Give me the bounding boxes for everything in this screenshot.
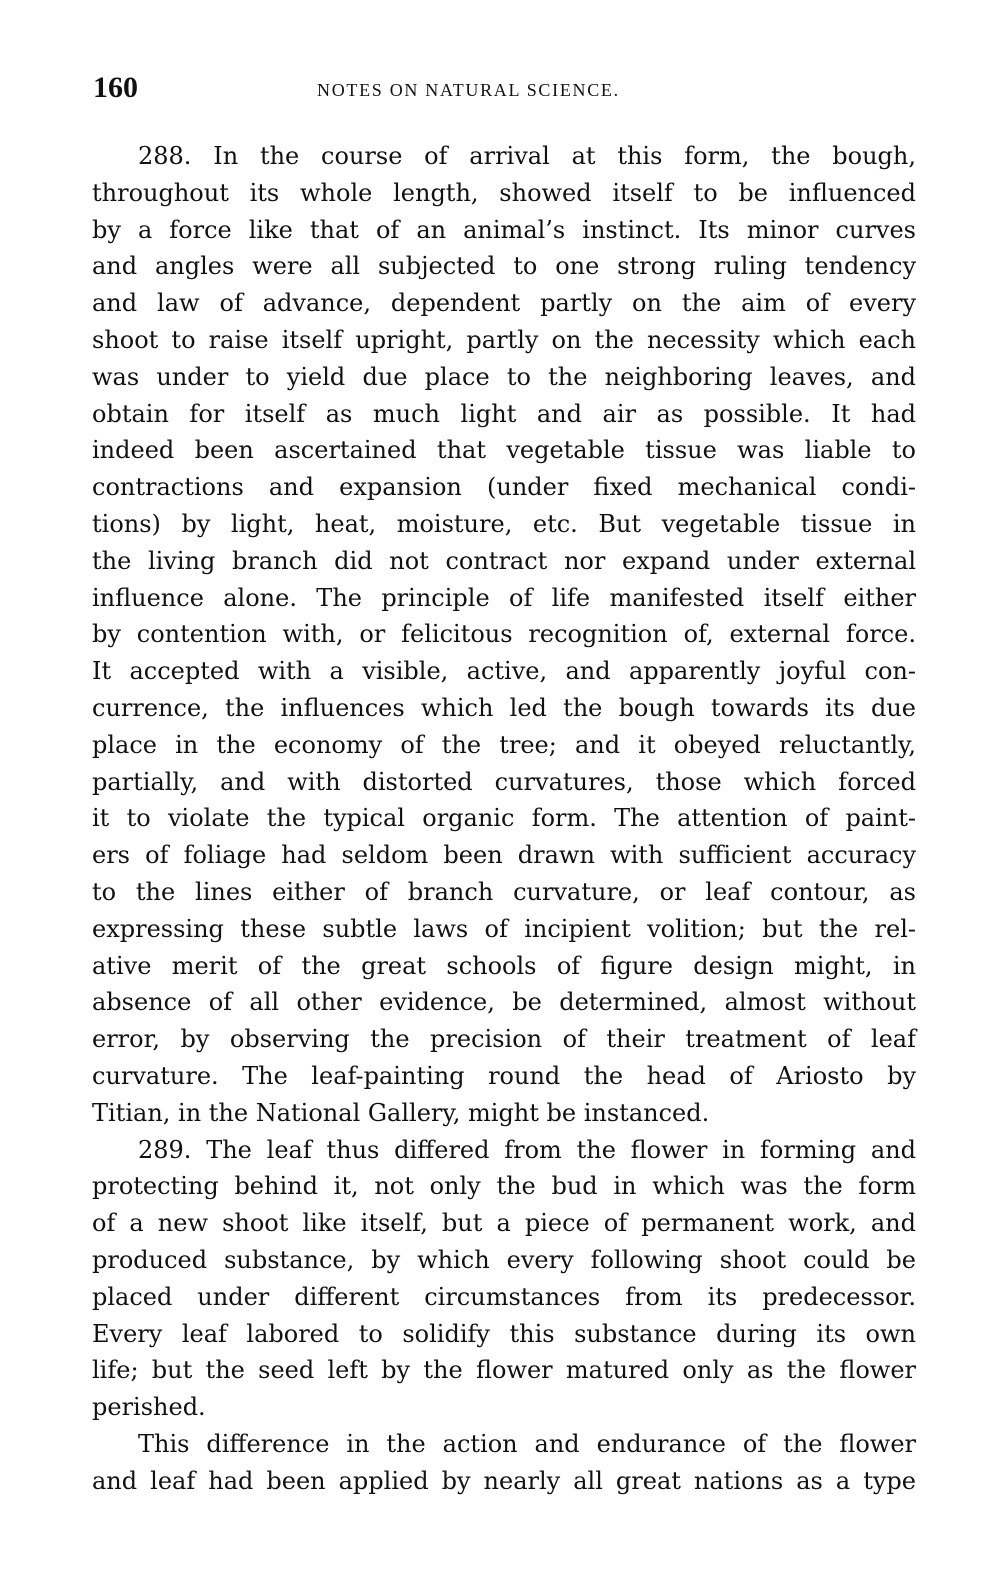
- text-line: 288. In the course of arrival at this form, the bough,: [138, 142, 916, 170]
- text-line: This difference in the action and endurance of the flower: [138, 1429, 916, 1458]
- text-line: the living branch did not contract nor expand under external: [92, 546, 916, 575]
- text-line: tions) by light, heat, moisture, etc. But vegetable tissue in: [92, 509, 916, 538]
- text-line: placed under different circumstances from its predecessor.: [92, 1282, 916, 1311]
- text-line: by a force like that of an animal’s instinct. Its minor curves: [92, 215, 916, 244]
- text-line: Every leaf labored to solidify this substance during its own: [92, 1319, 916, 1348]
- text-line: of a new shoot like itself, but a piece of permanent work, and: [92, 1209, 916, 1238]
- text-line: was under to yield due place to the neighboring leaves, and: [92, 362, 916, 391]
- text-line: to the lines either of branch curvature, or leaf contour, as: [92, 877, 916, 906]
- text-line: and angles were all subjected to one strong ruling tendency: [92, 252, 916, 281]
- text-line: indeed been ascertained that vegetable tissue was liable to: [92, 436, 916, 465]
- text-line: expressing these subtle laws of incipient volition; but the rel-: [92, 914, 916, 943]
- text-line: obtain for itself as much light and air as possible. It had: [92, 399, 916, 428]
- paragraph-288: [92, 138, 916, 1132]
- running-head: [93, 68, 923, 108]
- text-line: and leaf had been applied by nearly all great nations as a type: [92, 1466, 916, 1495]
- text-line: place in the economy of the tree; and it obeyed reluctantly,: [92, 730, 916, 759]
- paragraph-continuation: [92, 1426, 916, 1500]
- text-line: curvature. The leaf-painting round the head of Ariosto by: [92, 1061, 916, 1090]
- text-line: absence of all other evidence, be determined, almost without: [92, 988, 916, 1017]
- text-line: ers of foliage had seldom been drawn with sufficient accuracy: [92, 841, 916, 870]
- text-line: error, by observing the precision of their treatment of leaf: [92, 1025, 916, 1054]
- text-line: life; but the seed left by the flower matured only as the flower: [92, 1356, 916, 1385]
- text-line: throughout its whole length, showed itself to be influenced: [92, 178, 916, 207]
- text-line: 289. The leaf thus differed from the flower in forming and: [138, 1135, 916, 1164]
- text-line: produced substance, by which every following shoot could be: [92, 1245, 916, 1274]
- text-line: shoot to raise itself upright, partly on the necessity which each: [92, 325, 916, 354]
- text-line: contractions and expansion (under fixed mechanical condi-: [92, 473, 916, 502]
- text-line: protecting behind it, not only the bud in which was the form: [92, 1172, 916, 1201]
- text-line: perished.: [92, 1393, 206, 1422]
- text-line: partially, and with distorted curvatures, those which forced: [92, 767, 916, 796]
- text-line: currence, the influences which led the bough towards its due: [92, 693, 916, 722]
- text-line: influence alone. The principle of life manifested itself either: [92, 583, 916, 612]
- body-text: [92, 138, 916, 1499]
- paragraph-289: [92, 1132, 916, 1426]
- page-number: 160: [93, 71, 138, 104]
- text-line: by contention with, or felicitous recognition of, external force.: [92, 620, 916, 649]
- text-line: it to violate the typical organic form. The attention of paint-: [92, 804, 916, 833]
- text-line: Titian, in the National Gallery, might be instanced.: [92, 1098, 710, 1127]
- text-line: and law of advance, dependent partly on the aim of every: [92, 289, 916, 318]
- text-line: It accepted with a visible, active, and apparently joyful con-: [92, 657, 916, 686]
- text-line: ative merit of the great schools of figure design might, in: [92, 951, 916, 980]
- running-title: NOTES ON NATURAL SCIENCE.: [317, 80, 620, 100]
